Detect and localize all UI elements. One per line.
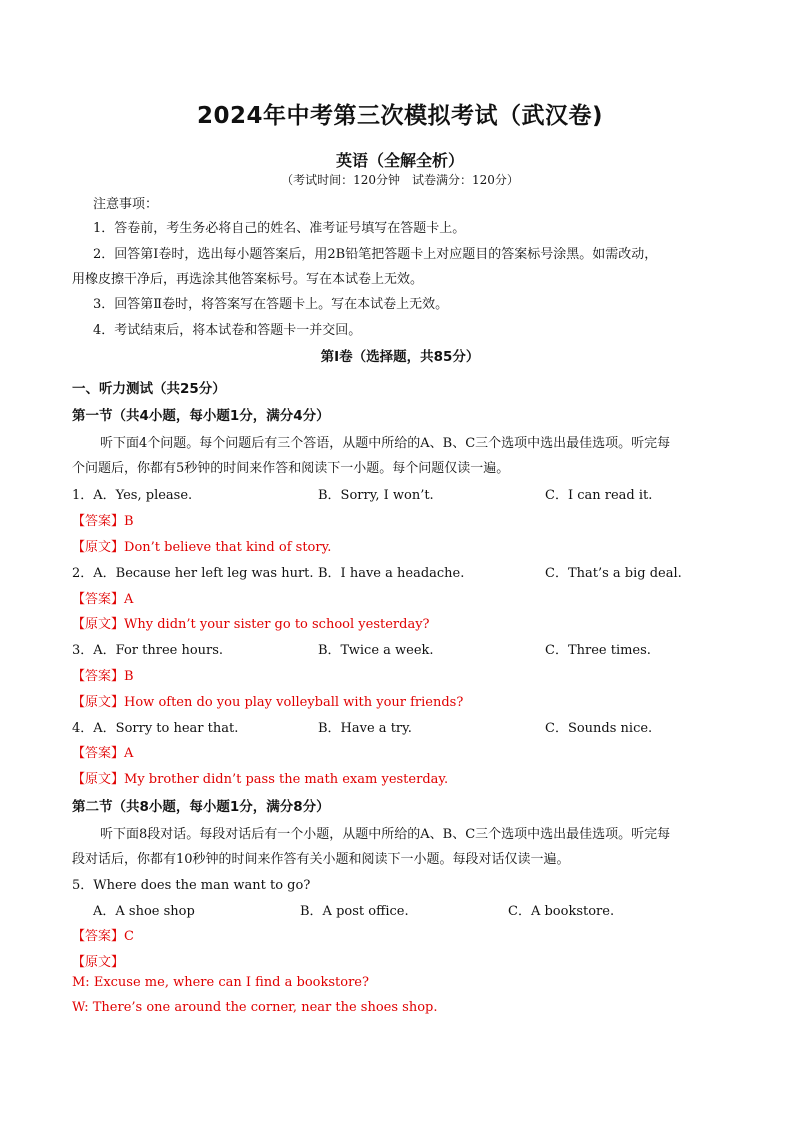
q5-option-a: A．A shoe shop (93, 904, 195, 919)
notes-heading: 注意事项： (93, 197, 159, 212)
q5-transcript-label: 【原文】 (72, 955, 125, 970)
note-2b: 用橡皮擦干净后，再选涂其他答案标号。写在本试卷上无效。 (72, 272, 424, 287)
q5-transcript-line-2: W: There’s one around the corner, near the shoes shop. (72, 1000, 438, 1015)
q5-question: 5．Where does the man want to go? (72, 878, 311, 893)
q2-answer: 【答案】A (72, 592, 134, 607)
transcript-label: 【原文】 (72, 540, 125, 555)
transcript-text: My brother didn’t pass the math exam yesterday. (124, 772, 449, 787)
section2-intro-b: 段对话后，你都有10秒钟的时间来作答有关小题和阅读下一小题。每段对话仅读一遍。 (72, 852, 570, 867)
q5-option-b: B．A post office. (300, 904, 409, 919)
q4-option-c: C．Sounds nice. (545, 721, 653, 736)
q4-answer: 【答案】A (72, 746, 134, 761)
q4-option-a: 4．A．Sorry to hear that. (72, 721, 239, 736)
section2-intro-a: 听下面8段对话。每段对话后有一个小题，从题中所给的A、B、C三个选项中选出最佳选项。听完每 (100, 827, 671, 842)
q3-option-a: 3．A．For three hours. (72, 643, 224, 658)
transcript-label: 【原文】 (72, 617, 125, 632)
q1-transcript (72, 536, 331, 555)
q1-option-c: C．I can read it. (545, 488, 653, 503)
note-1: 1．答卷前，考生务必将自己的姓名、准考证号填写在答题卡上。 (93, 221, 466, 236)
transcript-text: Don’t believe that kind of story. (124, 540, 332, 555)
section1-intro-b: 个问题后，你都有5秒钟的时间来作答和阅读下一小题。每个问题仅读一遍。 (72, 461, 510, 476)
transcript-label: 【原文】 (72, 772, 125, 787)
exam-meta: （考试时间：120分钟 试卷满分：120分） (281, 173, 519, 187)
subject-subtitle: 英语（全解全析） (335, 151, 464, 170)
q5-answer: 【答案】C (72, 929, 134, 944)
q1-option-a: 1．A．Yes, please. (72, 488, 193, 503)
section1-intro-a: 听下面4个问题。每个问题后有三个答语，从题中所给的A、B、C三个选项中选出最佳选项。听完每 (100, 436, 671, 451)
note-3: 3．回答第Ⅱ卷时，将答案写在答题卡上。写在本试卷上无效。 (93, 297, 449, 312)
q5-transcript-line-1: M: Excuse me, where can I find a bookstore? (72, 975, 369, 990)
transcript-text: Why didn’t your sister go to school yesterday? (124, 617, 430, 632)
q3-option-c: C．Three times. (545, 643, 651, 658)
section1-heading: 第一节（共4小题，每小题1分，满分4分） (72, 408, 330, 424)
q3-option-b: B．Twice a week. (318, 643, 434, 658)
q2-option-c: C．That’s a big deal. (545, 566, 682, 581)
q4-option-b: B．Have a try. (318, 721, 412, 736)
section2-heading: 第二节（共8小题，每小题1分，满分8分） (72, 799, 330, 815)
q1-answer: 【答案】B (72, 514, 134, 529)
part1-heading: 一、听力测试（共25分） (72, 381, 226, 397)
page-title: 2024年中考第三次模拟考试（武汉卷) (196, 103, 604, 129)
q4-transcript (72, 768, 448, 787)
q3-answer: 【答案】B (72, 669, 134, 684)
transcript-text: How often do you play volleyball with your friends? (124, 695, 464, 710)
q5-option-c: C．A bookstore. (508, 904, 615, 919)
q3-transcript (72, 691, 463, 710)
q2-option-b: B．I have a headache. (318, 566, 465, 581)
q2-transcript (72, 613, 430, 632)
note-4: 4．考试结束后，将本试卷和答题卡一并交回。 (93, 323, 362, 338)
q1-option-b: B．Sorry, I won’t. (318, 488, 434, 503)
note-2a: 2．回答第Ⅰ卷时，选出每小题答案后，用2B铅笔把答题卡上对应题目的答案标号涂黑。如需改动， (93, 247, 658, 262)
transcript-label: 【原文】 (72, 695, 125, 710)
q2-option-a: 2．A．Because her left leg was hurt. (72, 566, 314, 581)
volume-heading: 第Ⅰ卷（选择题，共85分） (320, 349, 480, 365)
